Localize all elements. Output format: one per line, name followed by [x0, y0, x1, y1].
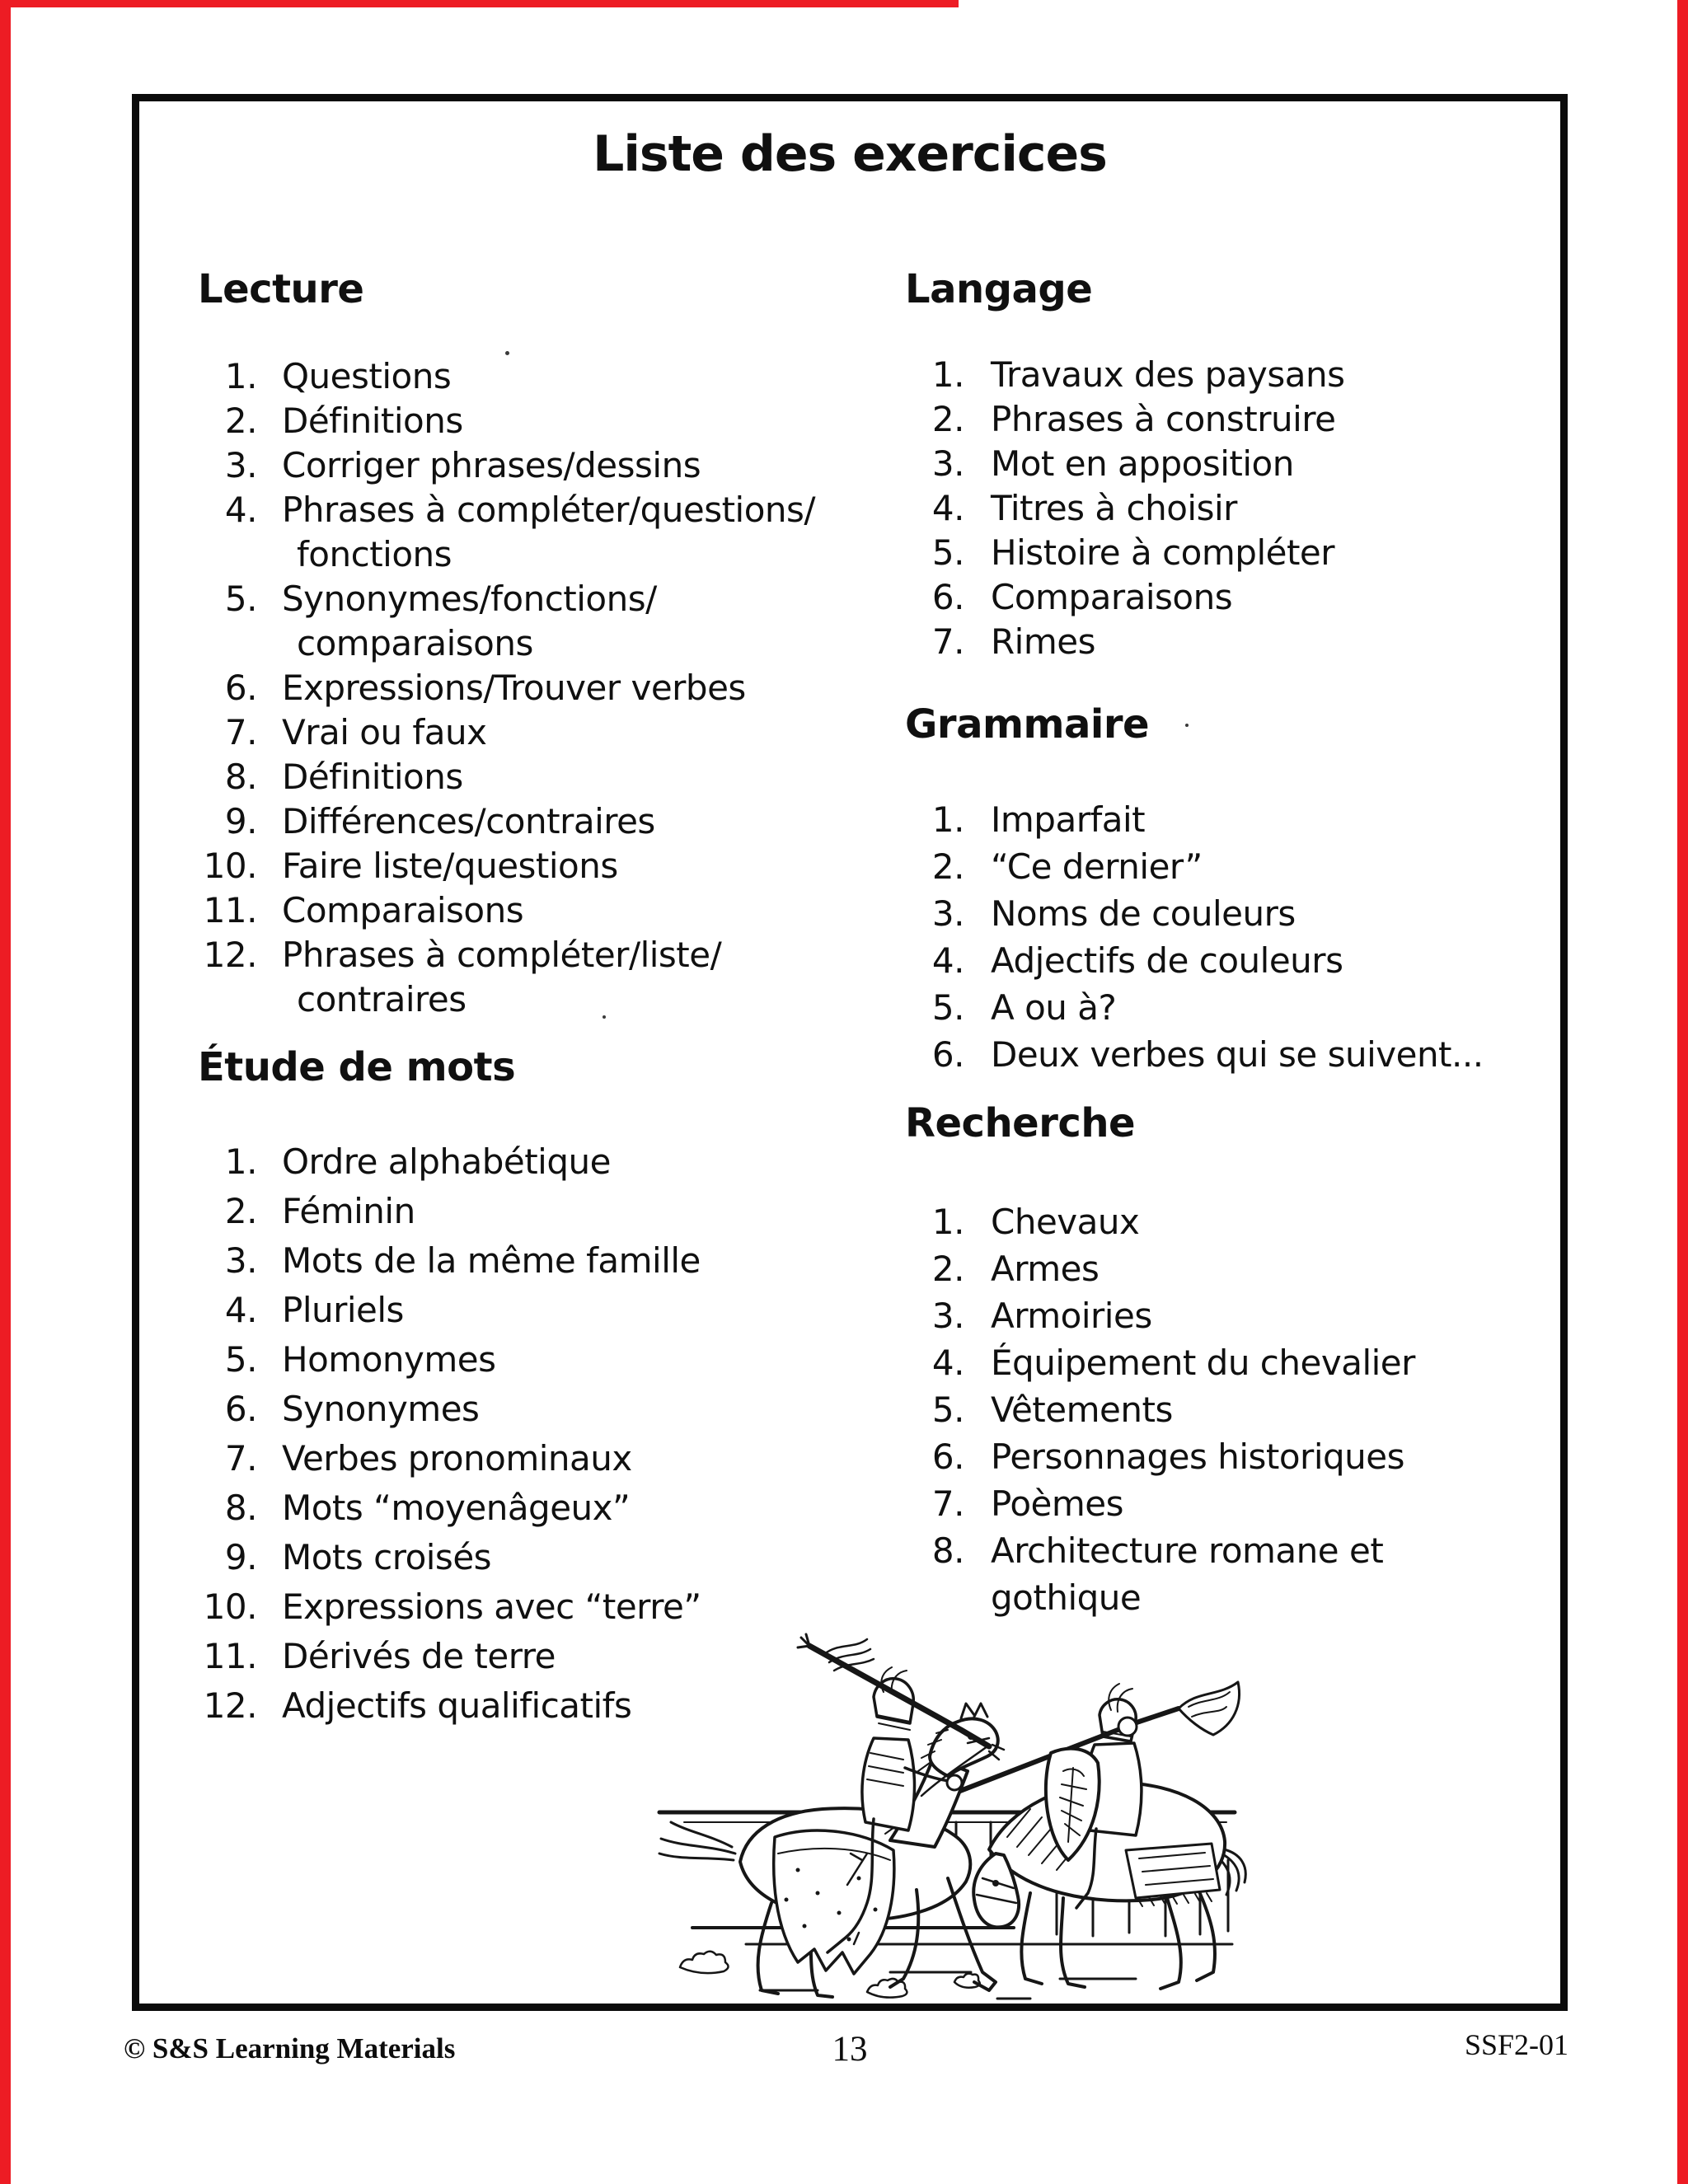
- item-number: 6.: [931, 1034, 964, 1075]
- item-number: 5.: [931, 532, 964, 573]
- item-number: 5.: [224, 1339, 257, 1380]
- pennant: [1179, 1682, 1240, 1735]
- scan-speck: [505, 351, 509, 355]
- list-item: [198, 1483, 923, 1533]
- doc-code: SSF2-01: [1464, 2028, 1568, 2061]
- column-left: [198, 265, 923, 1731]
- list-item: [198, 399, 923, 443]
- horse-tail: [659, 1822, 735, 1860]
- item-number: 1.: [224, 356, 257, 396]
- item-number: 6.: [224, 668, 257, 708]
- scan-artifact-right: [1677, 0, 1688, 2184]
- item-number: 3.: [224, 445, 257, 485]
- item-number: 3.: [931, 1296, 964, 1336]
- item-text: Travaux des paysans: [991, 354, 1345, 395]
- item-text: Mots de la même famille: [282, 1240, 701, 1281]
- item-text: Équipement du chevalier: [991, 1343, 1415, 1383]
- item-text: Imparfait: [991, 799, 1146, 840]
- item-text: Définitions: [282, 757, 463, 797]
- section-heading: Recherche: [905, 1100, 1136, 1146]
- item-text: Verbes pronominaux: [282, 1438, 632, 1479]
- item-number: 10.: [203, 1586, 257, 1627]
- item-number: 1.: [931, 799, 964, 840]
- list-item: [198, 1335, 923, 1385]
- item-text: Poèmes: [991, 1483, 1124, 1524]
- item-number: 8.: [931, 1530, 964, 1571]
- item-number: 12.: [203, 1685, 257, 1726]
- item-text: Corriger phrases/dessins: [282, 445, 701, 485]
- list-item: [198, 666, 923, 710]
- item-number: 4.: [931, 940, 964, 981]
- item-number: 2.: [931, 399, 964, 439]
- exercise-list: [905, 796, 1589, 1078]
- list-item: [198, 1187, 923, 1236]
- scan-speck: [603, 1015, 606, 1019]
- dust-cloud: [954, 1974, 980, 1988]
- item-text: Adjectifs de couleurs: [991, 940, 1343, 981]
- item-text: Questions: [282, 356, 452, 396]
- exercise-list: [905, 353, 1589, 664]
- jousting-knights-illustration: [602, 1605, 1253, 2011]
- item-number: 2.: [931, 846, 964, 887]
- dust-cloud: [680, 1952, 729, 1973]
- list-item: [905, 353, 1589, 397]
- list-item: [905, 397, 1589, 442]
- item-number: 1.: [224, 1141, 257, 1182]
- caparison: [774, 1830, 894, 1974]
- list-item: [198, 933, 923, 1022]
- item-number: 11.: [203, 1636, 257, 1676]
- list-item: [905, 843, 1589, 890]
- item-number: 2.: [224, 1191, 257, 1231]
- list-item: [905, 620, 1589, 664]
- item-text: Mots croisés: [282, 1537, 492, 1577]
- list-item: [198, 1434, 923, 1483]
- item-number: 3.: [931, 893, 964, 934]
- list-item: [198, 1286, 923, 1335]
- item-number: 5.: [224, 579, 257, 619]
- item-text: Mot en apposition: [991, 443, 1294, 484]
- list-item: [905, 1339, 1589, 1386]
- list-item: [905, 1386, 1589, 1433]
- item-number: 8.: [224, 1488, 257, 1528]
- list-item: [905, 1480, 1589, 1527]
- item-number: 9.: [224, 1537, 257, 1577]
- list-item: [905, 984, 1589, 1031]
- item-number: 7.: [931, 1483, 964, 1524]
- item-text: Chevaux: [991, 1202, 1140, 1242]
- section-grammaire: [905, 701, 1589, 1078]
- section-heading: Étude de mots: [198, 1044, 516, 1090]
- list-item: [905, 1292, 1589, 1339]
- item-text: Féminin: [282, 1191, 415, 1231]
- list-item: [198, 1385, 923, 1434]
- scan-artifact-top: [0, 0, 959, 7]
- left-knight-group: [659, 1634, 1004, 1997]
- list-item: [198, 1533, 923, 1582]
- item-number: 4.: [224, 1290, 257, 1330]
- item-number: 3.: [224, 1240, 257, 1281]
- item-text: Mots “moyenâgeux”: [282, 1488, 631, 1528]
- list-item: [905, 442, 1589, 486]
- section-recherche: [905, 1099, 1589, 1621]
- section-heading: Lecture: [198, 266, 364, 312]
- list-item: [198, 755, 923, 799]
- item-text: Comparaisons: [282, 890, 524, 930]
- item-number: 7.: [224, 1438, 257, 1479]
- list-item: [198, 844, 923, 888]
- list-item: [905, 1198, 1589, 1245]
- item-number: 6.: [931, 577, 964, 617]
- section-heading: Langage: [905, 266, 1093, 312]
- item-text: Expressions avec “terre”: [282, 1586, 701, 1627]
- item-text: Architecture romane et gothique: [991, 1530, 1384, 1618]
- list-item: [905, 796, 1589, 843]
- item-text: Vêtements: [991, 1390, 1173, 1430]
- item-text: Synonymes/fonctions/ comparaisons: [282, 579, 657, 663]
- copyright-notice: © S&S Learning Materials: [124, 2032, 456, 2064]
- item-text: Ordre alphabétique: [282, 1141, 611, 1182]
- list-item: [905, 937, 1589, 984]
- item-text: Dérivés de terre: [282, 1636, 556, 1676]
- list-item: [905, 531, 1589, 575]
- gauntlet: [947, 1775, 962, 1790]
- list-item: [198, 354, 923, 399]
- column-right: [905, 265, 1589, 1621]
- item-text: Titres à choisir: [991, 488, 1237, 528]
- item-number: 5.: [931, 1390, 964, 1430]
- scan-artifact-left: [0, 0, 11, 2184]
- item-number: 11.: [203, 890, 257, 930]
- item-text: Phrases à compléter/liste/ contraires: [282, 935, 722, 1019]
- item-number: 1.: [931, 354, 964, 395]
- list-item: [198, 1236, 923, 1286]
- list-item: [198, 710, 923, 755]
- list-item: [198, 888, 923, 933]
- saddle-cloth: [1126, 1844, 1220, 1898]
- item-number: 4.: [931, 488, 964, 528]
- item-number: 2.: [224, 401, 257, 441]
- list-item: [905, 575, 1589, 620]
- list-item: [905, 1031, 1589, 1078]
- item-text: Définitions: [282, 401, 463, 441]
- list-item: [198, 488, 923, 577]
- item-number: 2.: [931, 1249, 964, 1289]
- list-item: [905, 486, 1589, 531]
- list-item: [198, 799, 923, 844]
- page-title: Liste des exercices: [593, 125, 1107, 183]
- item-text: Synonymes: [282, 1389, 480, 1429]
- horse-legs: [1021, 1890, 1215, 1989]
- item-number: 6.: [224, 1389, 257, 1429]
- item-text: Armoiries: [991, 1296, 1152, 1336]
- item-text: Phrases à compléter/questions/ fonctions: [282, 490, 816, 574]
- item-text: Faire liste/questions: [282, 846, 618, 886]
- item-text: Vrai ou faux: [282, 712, 487, 752]
- item-text: A ou à?: [991, 987, 1117, 1028]
- list-item: [905, 1245, 1589, 1292]
- knight-torso: [862, 1738, 915, 1830]
- item-number: 4.: [224, 490, 257, 530]
- list-item: [905, 1433, 1589, 1480]
- item-text: Armes: [991, 1249, 1100, 1289]
- item-text: Expressions/Trouver verbes: [282, 668, 746, 708]
- item-number: 6.: [931, 1436, 964, 1477]
- item-number: 1.: [931, 1202, 964, 1242]
- item-text: Noms de couleurs: [991, 893, 1296, 934]
- item-text: “Ce dernier”: [991, 846, 1203, 887]
- lance: [809, 1646, 989, 1746]
- item-number: 12.: [203, 935, 257, 975]
- list-item: [905, 890, 1589, 937]
- item-text: Phrases à construire: [991, 399, 1336, 439]
- item-number: 7.: [931, 621, 964, 662]
- item-text: Homonymes: [282, 1339, 496, 1380]
- item-number: 3.: [931, 443, 964, 484]
- item-text: Histoire à compléter: [991, 532, 1335, 573]
- item-number: 9.: [224, 801, 257, 841]
- item-text: Personnages historiques: [991, 1436, 1404, 1477]
- section-lecture: [198, 265, 923, 1022]
- item-number: 7.: [224, 712, 257, 752]
- item-text: Comparaisons: [991, 577, 1233, 617]
- item-text: Deux verbes qui se suivent...: [991, 1034, 1484, 1075]
- list-item: [198, 443, 923, 488]
- list-item: [198, 577, 923, 666]
- item-number: 5.: [931, 987, 964, 1028]
- item-number: 8.: [224, 757, 257, 797]
- item-text: Pluriels: [282, 1290, 404, 1330]
- list-item: [198, 1137, 923, 1187]
- scan-speck: [1185, 724, 1189, 727]
- item-number: 10.: [203, 846, 257, 886]
- exercise-list: [905, 1198, 1589, 1621]
- exercise-list: [198, 354, 923, 1022]
- page-number: 13: [832, 2030, 868, 2069]
- section-heading: Grammaire: [905, 701, 1150, 748]
- lance-coronel: [798, 1634, 809, 1647]
- horse-ears: [961, 1704, 987, 1718]
- item-text: Rimes: [991, 621, 1095, 662]
- item-number: 4.: [931, 1343, 964, 1383]
- section-langage: [905, 265, 1589, 664]
- item-text: Adjectifs qualificatifs: [282, 1685, 632, 1726]
- item-text: Différences/contraires: [282, 801, 655, 841]
